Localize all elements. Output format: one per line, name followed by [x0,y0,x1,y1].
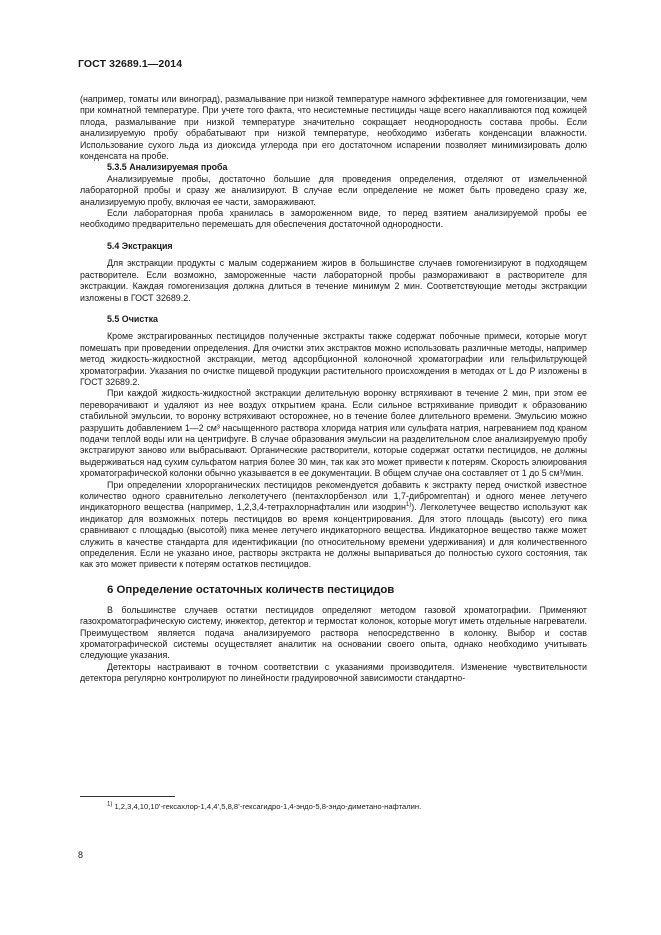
paragraph: Для экстракции продукты с малым содержанием жиров в большинстве случаев гомогенизируют в подходящем растворителе. Если возможно, замороженные части лабораторной пробы размораживают в растворителе для экстракции. Каждая гомогенизация должна длиться в течение минимум 2 мин. Соответствующие методы экстракции изложены в ГОСТ 32689.2. [80,258,587,303]
paragraph: Если лабораторная проба хранилась в замороженном виде, то перед взятием анализируемой пробы ее необходимо предварительно перемешать для обеспечения достаточной однородности. [80,208,587,230]
section-heading-5-5: 5.5 Очистка [107,313,158,324]
subsection-heading-5-3-5: 5.3.5 Анализируемая проба [107,162,228,173]
paragraph: При каждой жидкость-жидкостной экстракции делительную воронку встряхивают в течение 2 мин, при этом ее переворачивают и удаляют из нее воздух открытием крана. Если сильное встряхивание приводит к образованию стабильной эмульсии, то воронку встряхивают осторожнее, но в течение более длительного времени. Эмульсию можно разрушить добавлением 1—2 см³ насыщенного раствора хлорида натрия или сульфата натрия, нагреванием под краном подачи теплой воды или на центрифуге. В случае образования эмульсии на разделительном слое анализируемую пробу экстрагируют заново или выбрасывают. Органические растворители, которые содержат остатки пестицидов, не должны выдерживаться над сухим сульфатом натрия более 30 мин, так как это может привести к потерям. Скорость элюирования хроматографической колонки обычно указывается в ее документации. В общем случае она составляет от 1 до 5 см³/мин. [80,388,587,479]
page-body [80,94,587,685]
page-number: 8 [78,850,84,860]
paragraph-text-part: ). Легколетучее вещество используют как индикатор для возможных потерь пестицидов во время концентрирования. Для этого площадь (высоту) его пика сравнивают с площадью (высотой) пика менее летучего индикаторного вещества. Индикаторное вещество также может служить в качестве стандарта для идентификации (по относительному времени удерживания) и для количественного определения. Если не указано иное, растворы экстракта не должны выпариваться до полностью сухого состояния, так как это может привести к потерям остатков пестицидов. [80,502,587,570]
footnote-reference[interactable]: 1) [405,502,412,509]
paragraph: Анализируемые пробы, достаточно большие для проведения определения, отделяют от измельченной лабораторной пробы и сразу же анализируют. В случае если определение не может быть проведено сразу же, анализируемую пробу, включая ее части, замораживают. [80,173,587,207]
footnote-text: 1,2,3,4,10,10’-гексахлор-1,4,4’,5,8,8’-гексагидро-1,4-эндо-5,8-эндо-диметано-нафталин. [114,802,422,811]
document-header: ГОСТ 32689.1—2014 [78,58,183,70]
paragraph-text-part: При определении хлорорганических пестицидов рекомендуется добавить к экстракту перед очисткой известное количество одного сравнительно легколетучего (пентахлорбензол или 1,7-дибромгептан) и одного менее летучего индикаторного вещества (например, 1,2,3,4-тетрахлорнафталин или изодрин [80,479,587,513]
paragraph: Кроме экстрагированных пестицидов полученные экстракты также содержат побочные примеси, которые могут помешать при проведении определения. Для очистки этих экстрактов можно использовать различные методы, например метод жидкость-жидкостной экстракции, метод адсорбционной колоночной хроматографии или гельфильтрующей хроматографии. Указания по очистке пищевой продукции растительного происхождения в методах от L до P изложены в ГОСТ 32689.2. [80,331,587,387]
paragraph: Детекторы настраивают в точном соответствии с указаниями производителя. Изменение чувствительности детектора регулярно контролируют по линейности градуировочной зависимости стандартно- [80,661,587,684]
section-heading-6: 6 Определение остаточных количеств пестицидов [107,583,395,596]
footnote-marker: 1) [107,801,113,808]
footnote [80,802,587,812]
section-heading-5-4: 5.4 Экстракция [107,240,173,251]
footnote-divider [80,796,175,797]
paragraph-with-footnote-ref [80,480,587,571]
paragraph: В большинстве случаев остатки пестицидов определяют методом газовой хроматографии. Применяют газохроматографическую систему, инжектор, детектор и термостат колонок, которые могут иметь отдельные нагреватели. Преимуществом является подача анализируемого раствора непосредственно в колонку. Выбор и состав хроматографической системы осуществляет аналитик на основании своего опыта, однако необходимо учитывать следующие указания. [80,604,587,661]
paragraph: (например, томаты или виноград), размалывание при низкой температуре намного эффективнее для гомогенизации, чем при комнатной температуре. При учете того факта, что несистемные пестициды чаще всего накапливаются под кожицей плода, размалывание при низкой температуре значительно сокращает неоднородность состава пробы. Если анализируемую пробу обрабатывают при низкой температуре, необходимо избегать конденсации влажности. Использование сухого льда из диоксида углерода при его достаточном испарении позволяет минимизировать долю конденсата на пробе. [80,94,587,162]
